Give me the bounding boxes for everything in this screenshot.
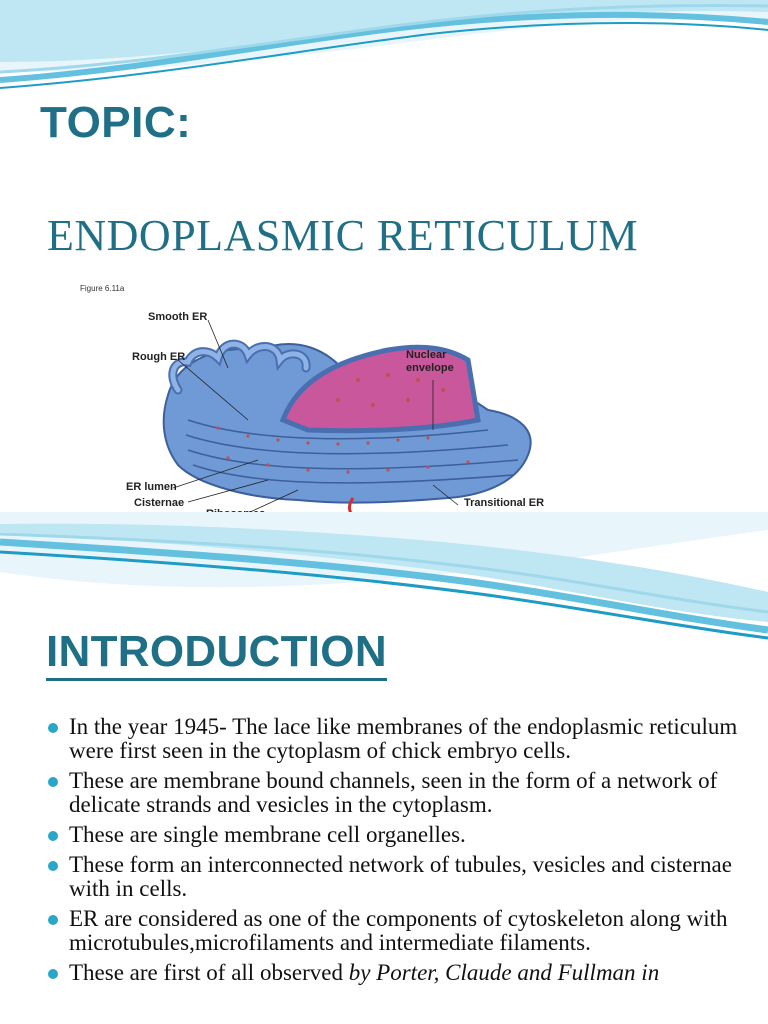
- figure-label: Figure 6.11a: [80, 284, 125, 293]
- bullet-emphasis: by Porter, Claude and Fullman in: [348, 960, 660, 985]
- list-item: [48, 907, 748, 955]
- topic-label: TOPIC:: [40, 98, 192, 147]
- bullet-list: [48, 715, 748, 991]
- bullet-text: These are single membrane cell organelles.: [69, 822, 466, 847]
- list-item: [48, 823, 748, 847]
- wave-header: [0, 512, 768, 642]
- label-cisternae: Cisternae: [134, 497, 185, 509]
- label-nuclear: Nuclear: [406, 349, 447, 361]
- list-item: [48, 715, 748, 763]
- label-er-lumen: ER lumen: [126, 481, 177, 493]
- bullet-text: These form an interconnected network of tubules, vesicles and cisternae with in cells.: [69, 852, 732, 901]
- bullet-text: In the year 1945- The lace like membranes of the endoplasmic reticulum were first seen in the cytoplasm of chick embryo cells.: [69, 714, 738, 763]
- label-rough-er: Rough ER: [132, 351, 186, 363]
- introduction-heading: INTRODUCTION: [46, 628, 387, 681]
- bullet-text: These are first of all observed: [69, 960, 349, 985]
- bullet-text: ER are considered as one of the components of cytoskeleton along with microtubules,microfilaments and intermediate filaments.: [69, 906, 728, 955]
- wave-header: [0, 0, 768, 95]
- label-envelope: envelope: [406, 362, 454, 374]
- label-transitional-er: Transitional ER: [464, 497, 545, 509]
- er-diagram: [68, 280, 628, 512]
- slide-title-text: ENDOPLASMIC RETICULUM: [47, 211, 639, 260]
- slide-introduction: [0, 512, 768, 1024]
- list-item: [48, 769, 748, 817]
- bullet-text: These are membrane bound channels, seen in the form of a network of delicate strands and vesicles in the cytoplasm.: [69, 768, 718, 817]
- label-smooth-er: Smooth ER: [148, 311, 208, 323]
- list-item: [48, 853, 748, 901]
- list-item: [48, 961, 748, 985]
